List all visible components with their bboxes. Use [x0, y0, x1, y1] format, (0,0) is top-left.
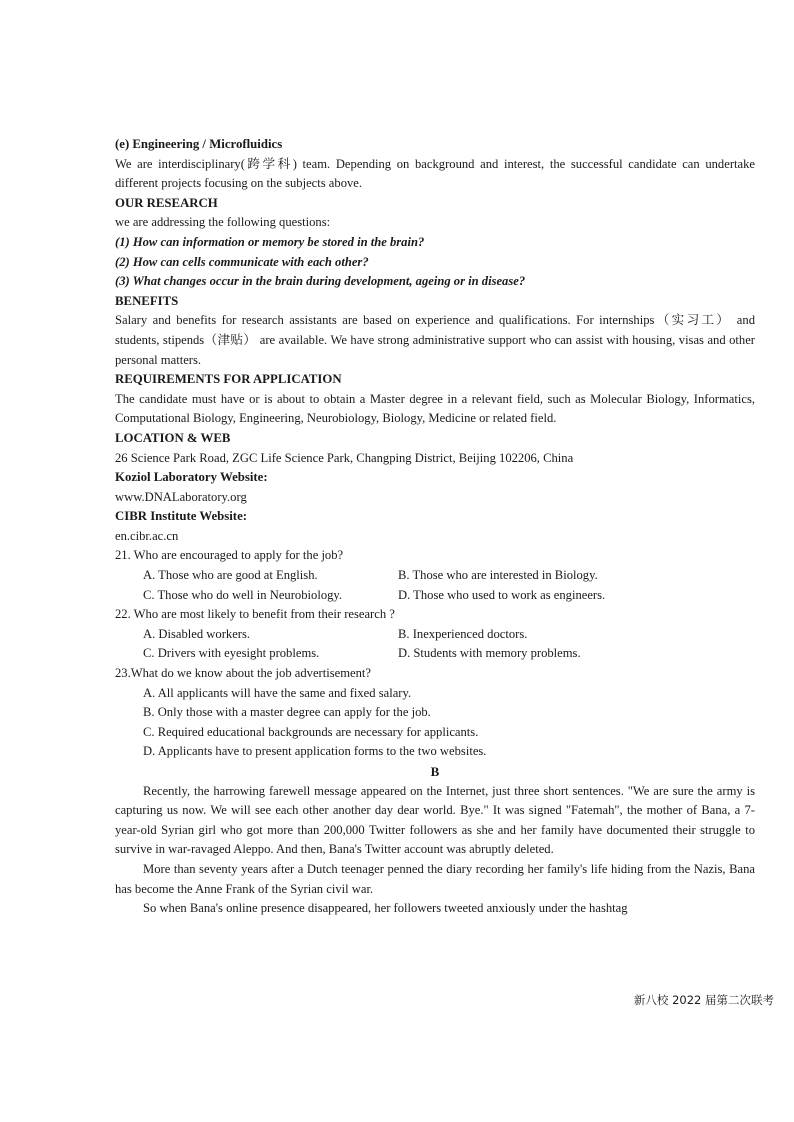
- requirements-heading: REQUIREMENTS FOR APPLICATION: [115, 372, 342, 387]
- cibr-website-label: CIBR Institute Website:: [115, 509, 248, 524]
- question-21-option-d: D. Those who used to work as engineers.: [398, 587, 606, 602]
- question-23-option-b: B. Only those with a master degree can apply for the job.: [143, 705, 431, 720]
- question-22-option-a: A. Disabled workers.: [143, 626, 251, 641]
- section-b-label: B: [430, 764, 440, 779]
- benefits-text: Salary and benefits for research assistants are based on experience and qualifications. For internships（实习工） and students, stipends（津贴） are available. We have strong administrative support who can assist with housing, visas and other personal matters.: [115, 313, 755, 367]
- cibr-website-url: en.cibr.ac.cn: [115, 528, 179, 543]
- requirements-text: The candidate must have or is about to obtain a Master degree in a relevant field, such as Molecular Biology, Informatics, Computational Biology, Engineering, Neurobiology, Biology, Medicine or related field.: [115, 391, 755, 426]
- question-22-stem: 22. Who are most likely to benefit from their research ?: [115, 607, 395, 622]
- question-23-option-d: D. Applicants have to present application forms to the two websites.: [143, 744, 487, 759]
- research-heading: OUR RESEARCH: [115, 195, 218, 210]
- exam-page: [115, 135, 755, 919]
- section-b-paragraph-2: More than seventy years after a Dutch teenager penned the diary recording her family's life hiding from the Nazis, Bana has become the Anne Frank of the Syrian civil war.: [115, 861, 755, 896]
- question-21-options-cd: [115, 586, 755, 606]
- research-intro: we are addressing the following questions:: [115, 215, 331, 230]
- section-b-paragraph-3: So when Bana's online presence disappeared, her followers tweeted anxiously under the hashtag: [143, 901, 628, 916]
- question-23-option-a: A. All applicants will have the same and fixed salary.: [143, 685, 412, 700]
- question-22-option-d: D. Students with memory problems.: [398, 646, 581, 661]
- question-21-options-ab: [115, 566, 755, 586]
- question-22-option-b: B. Inexperienced doctors.: [398, 626, 528, 641]
- section-e-heading: (e) Engineering / Microfluidics: [115, 137, 283, 151]
- question-23-option-c: C. Required educational backgrounds are necessary for applicants.: [143, 724, 479, 739]
- page-footer: 新八校 2022 届第二次联考: [633, 993, 774, 1007]
- question-21-option-b: B. Those who are interested in Biology.: [398, 568, 598, 583]
- location-heading: LOCATION & WEB: [115, 430, 231, 445]
- koziol-website-label: Koziol Laboratory Website:: [115, 470, 268, 485]
- question-21-option-a: A. Those who are good at English.: [143, 568, 318, 583]
- section-e-text: We are interdisciplinary(跨学科) team. Depending on background and interest, the successful candidate can undertake different projects focusing on the subjects above.: [115, 156, 755, 191]
- research-question-2: (2) How can cells communicate with each other?: [115, 254, 369, 269]
- koziol-website-url: www.DNALaboratory.org: [115, 489, 247, 504]
- question-22-options-ab: [115, 625, 755, 645]
- section-b-paragraph-1: Recently, the harrowing farewell message appeared on the Internet, just three short sentences. "We are sure the army is capturing us now. We will see each other another day dear world. Bye." It was signed "Fatemah", the mother of Bana, a 7-year-old Syrian girl who got more than 200,000 Twitter followers as she and her family have documented their struggle to survive in war-ravaged Aleppo. And then, Bana's Twitter account was abruptly deleted.: [115, 783, 755, 857]
- research-question-3: (3) What changes occur in the brain during development, ageing or in disease?: [115, 274, 526, 289]
- question-21-stem: 21. Who are encouraged to apply for the job?: [115, 548, 344, 563]
- research-question-1: (1) How can information or memory be stored in the brain?: [115, 234, 425, 249]
- question-21-option-c: C. Those who do well in Neurobiology.: [143, 587, 343, 602]
- benefits-heading: BENEFITS: [115, 293, 179, 308]
- question-22-option-c: C. Drivers with eyesight problems.: [143, 646, 320, 661]
- question-22-options-cd: [115, 644, 755, 664]
- location-address: 26 Science Park Road, ZGC Life Science Park, Changping District, Beijing 102206, China: [115, 450, 574, 465]
- question-23-stem: 23.What do we know about the job advertisement?: [115, 666, 372, 681]
